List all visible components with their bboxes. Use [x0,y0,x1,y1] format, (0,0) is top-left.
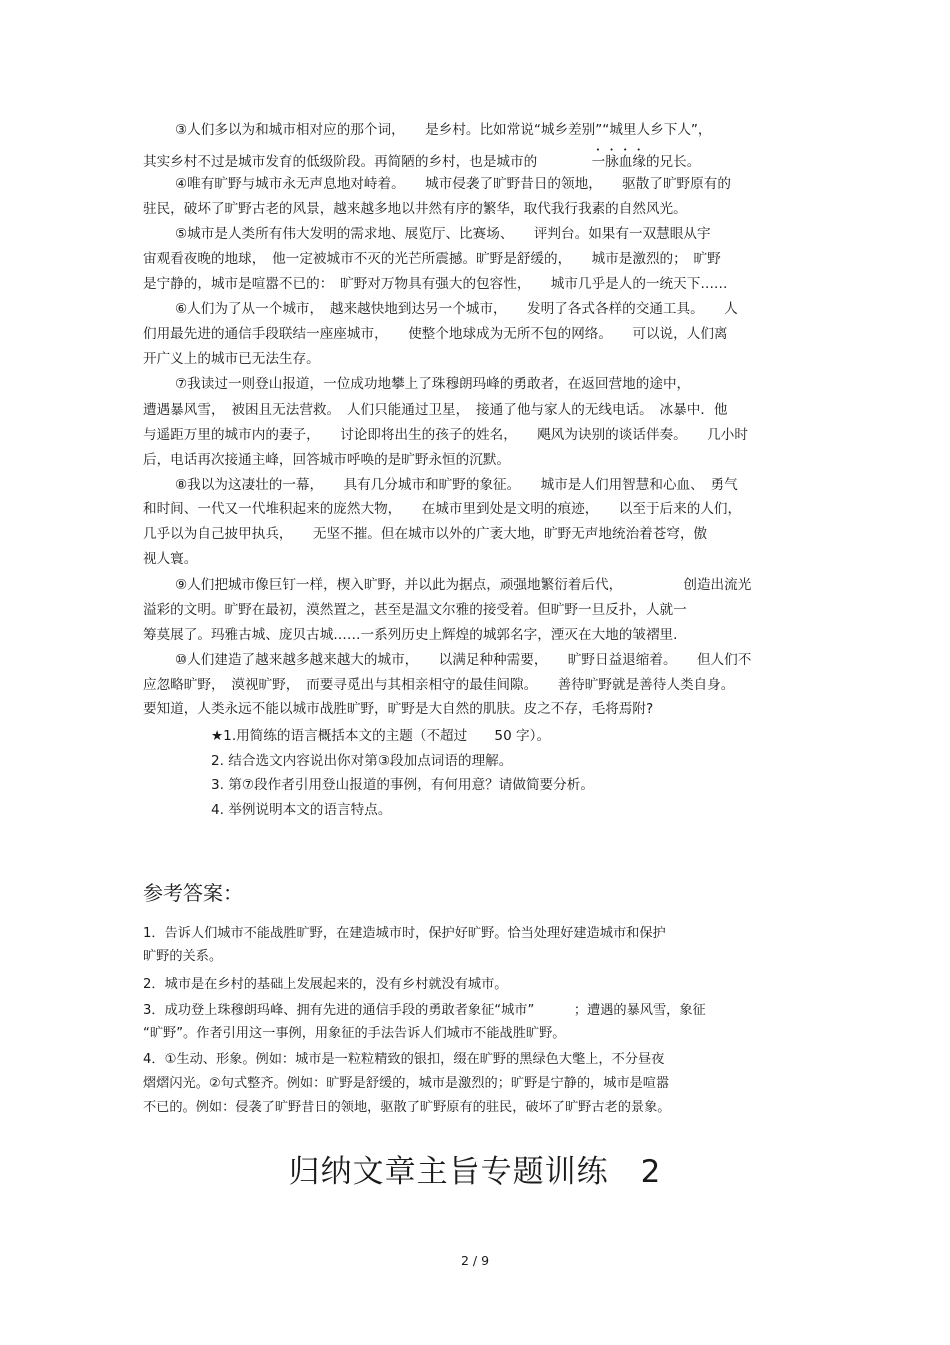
paragraph-4-line-2: 驻民，破坏了旷野古老的风景，越来越多地以井然有序的繁华，取代我行我素的自然风光。 [143,201,687,217]
answer-line: 熠熠闪光。②句式整齐。例如：旷野是舒缓的，城市是激烈的；旷野是宁静的，城市是喧嚣 [143,1076,670,1091]
paragraph-8-line-3: 几乎以为自己披甲执兵， 无坚不摧。但在城市以外的广袤大地，旷野无声地统治着苍穹，傲 [143,526,708,542]
paragraph-6-line-1: ⑥人们为了从一个城市， 越来越快地到达另一个城市， 发明了各式各样的交通工具。 人 [175,301,738,317]
paragraph-6-line-3: 开广义上的城市已无法生存。 [143,351,320,367]
paragraph-3-line-2-text: 其实乡村不过是城市发育的低级阶段。再简陋的乡村，也是城市的 [143,154,592,170]
paragraph-7-line-4: 后，电话再次接通主峰，回答城市呼唤的是旷野永恒的沉默。 [143,452,511,468]
section-title: 归纳文章主旨专题训练 2 [288,1154,662,1190]
paragraph-10-line-2: 应忽略旷野， 漠视旷野， 而要寻觅出与其相亲相守的最佳间隙。 善待旷野就是善待人类自身。 [143,677,735,693]
question-3: 3. 第⑦段作者引用登山报道的事例，有何用意？请做简要分析。 [211,777,594,793]
paragraph-9-line-1: ⑨人们把城市像巨钉一样，楔入旷野，并以此为据点，顽强地繁衍着后代， 创造出流光 [175,577,752,593]
emphasized-phrase: 一脉血缘 [591,154,646,170]
paragraph-7-line-2: 遭遇暴风雪， 被困且无法营救。 人们只能通过卫星， 接通了他与家人的无线电话。 冰暴中．他 [143,402,728,418]
paragraph-3-line-1: ③人们多以为和城市相对应的那个词， 是乡村。比如常说“城乡差别”“城里人乡下人”， [175,122,712,138]
answer-line: 3．成功登上珠穆朗玛峰、拥有先进的通信手段的勇敢者象征“城市” ；遭遇的暴风雪，象征 [143,1003,706,1018]
paragraph-10-line-1: ⑩人们建造了越来越多越来越大的城市， 以满足种种需要， 旷野日益退缩着。 但人们不 [175,652,752,668]
paragraph-3-line-2 [143,146,700,171]
paragraph-10-line-3: 要知道，人类永远不能以城市战胜旷野，旷野是大自然的肌肤。皮之不存，毛将焉附? [143,701,654,717]
paragraph-7-line-1: ⑦我读过一则登山报道，一位成功地攀上了珠穆朗玛峰的勇敢者，在返回营地的途中， [175,376,691,392]
paragraph-3-line-2-end: 的兄长。 [645,154,701,170]
paragraph-5-line-2: 宙观看夜晚的地球， 他一定被城市不灭的光芒所震撼。旷野是舒缓的， 城市是激烈的； 旷野 [143,251,721,267]
question-1: ★1.用简练的语言概括本文的主题（不超过 50 字）。 [211,728,551,744]
answer-line: 2．城市是在乡村的基础上发展起来的，没有乡村就没有城市。 [143,977,508,992]
paragraph-5-line-3: 是宁静的，城市是喧嚣不已的： 旷野对万物具有强大的包容性， 城市几乎是人的一统天下…… [143,276,728,292]
question-2: 2. 结合选文内容说出你对第③段加点词语的理解。 [211,753,513,769]
answer-line: 不已的。例如：侵袭了旷野昔日的领地，驱散了旷野原有的驻民，破坏了旷野古老的景象。 [143,1100,671,1115]
answer-line: 4．①生动、形象。例如：城市是一粒粒精致的银扣，缀在旷野的黑绿色大氅上，不分昼夜 [143,1052,665,1067]
paragraph-8-line-1: ⑧我以为这凄壮的一幕， 具有几分城市和旷野的象征。 城市是人们用智慧和心血、 勇气 [175,477,738,493]
page-number: 2 / 9 [460,1253,490,1268]
question-4: 4. 举例说明本文的语言特点。 [211,802,392,818]
paragraph-5-line-1: ⑤城市是人类所有伟大发明的需求地、展览厅、比赛场、 评判台。如果有一双慧眼从宇 [175,226,711,242]
answer-line: “旷野”。作者引用这一事例，用象征的手法告诉人们城市不能战胜旷野。 [143,1026,566,1041]
paragraph-9-line-3: 筹莫展了。玛雅古城、庞贝古城……一系列历史上辉煌的城郭名字，湮灭在大地的皱褶里. [143,627,678,643]
answers-heading: 参考答案： [143,881,243,905]
paragraph-8-line-2: 和时间、一代又一代堆积起来的庞然大物， 在城市里到处是文明的痕迹， 以至于后来的人们， [143,501,742,517]
answer-line: 旷野的关系。 [143,949,223,964]
paragraph-8-line-4: 视人寰。 [143,551,198,567]
paragraph-7-line-3: 与遥距万里的城市内的妻子， 讨论即将出生的孩子的姓名， 飓风为诀别的谈话伴奏。 几小时 [143,427,748,443]
paragraph-9-line-2: 溢彩的文明。旷野在最初，漠然置之，甚至是温文尔雅的接受着。但旷野一旦反扑，人就一 [143,602,687,618]
answer-line: 1．告诉人们城市不能战胜旷野，在建造城市时，保护好旷野。恰当处理好建造城市和保护 [143,926,666,941]
paragraph-6-line-2: 们用最先进的通信手段联结一座座城市， 使整个地球成为无所不包的网络。 可以说，人们离 [143,326,728,342]
paragraph-4-line-1: ④唯有旷野与城市永无声息地对峙着。 城市侵袭了旷野昔日的领地， 驱散了旷野原有的 [175,176,731,192]
